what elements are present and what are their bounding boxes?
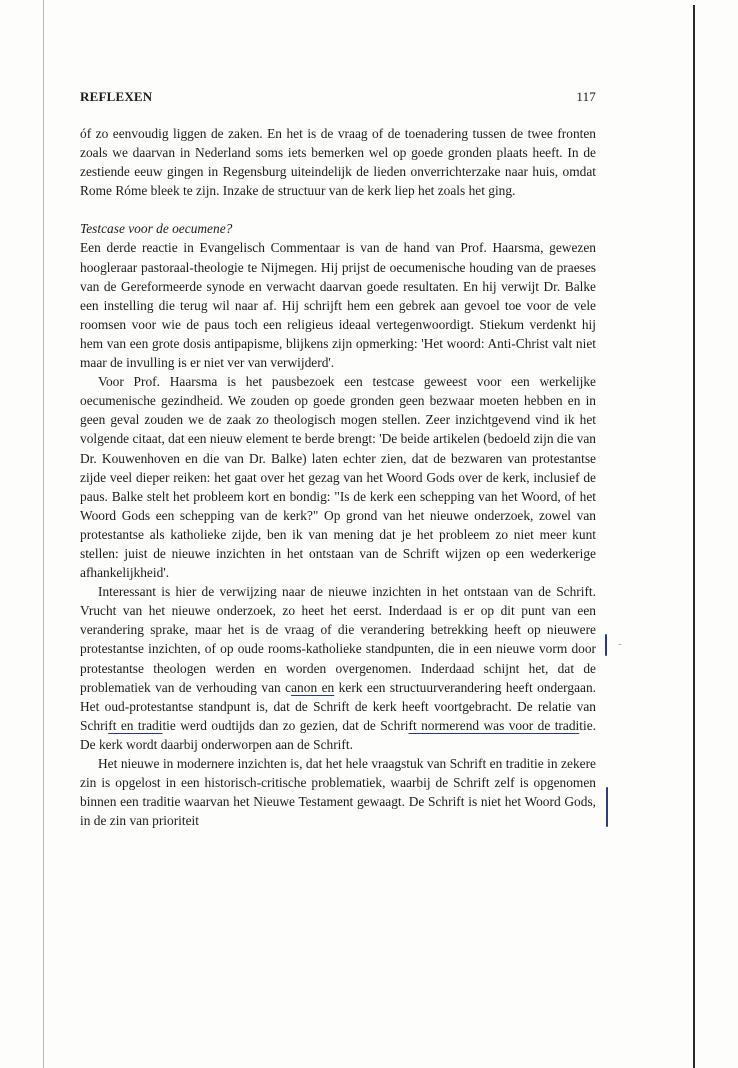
margin-pen-mark xyxy=(606,787,608,827)
margin-pen-mark xyxy=(605,634,607,656)
section-heading: Testcase voor de oecumene? xyxy=(80,221,233,237)
pen-underline: ft en tradi xyxy=(108,717,163,733)
text-run: tie werd oudtijds dan zo gezien, dat de Schri xyxy=(162,717,409,733)
body-text xyxy=(80,124,596,830)
pen-underline: anon en xyxy=(291,679,335,695)
paragraph-5: Het nieuwe in modernere inzichten is, dat het hele vraagstuk van Schrift en traditie in zekere zin is opgelost in een historisch-critische problematiek, waarbij de Schrift zelf is opgenomen binnen een traditie waarvan het Nieuwe Testament gewaagt. De Schrift is niet het Woord Gods, in de zin van prioriteit xyxy=(80,756,596,829)
stray-tick-mark: - xyxy=(618,638,622,650)
text-run: tie. De kerk wordt daarbij onderworpen aan de Schrift. xyxy=(80,717,596,752)
running-title: REFLEXEN xyxy=(80,89,153,104)
page-number: 117 xyxy=(576,89,596,104)
text-run: kerk een structuurverandering heeft ondergaan. Het oud-protestantse standpunt is, dat de Schrift de kerk heeft voortgebracht. De relatie van Schri xyxy=(80,679,596,733)
page-edge-left xyxy=(43,0,44,1068)
page-edge-right xyxy=(693,5,695,1068)
text-run: Interessant is hier de verwijzing naar de nieuwe inzichten in het ontstaan van de Schrift. Vrucht van het nieuwe onderzoek, zo heet het eerst. Inderdaad is er op dit punt van een verandering sprake, maar het is de vraag of die verandering betrekking heeft op nieuwere protestantse inzichten, of op oude rooms-katholieke standpunten, die in een nieuwe vorm door protestantse theologen werden en worden overgenomen. Inderdaad schijnt het, dat de problematiek van de verhouding van c xyxy=(80,584,596,695)
paragraph-2: Een derde reactie in Evangelisch Commentaar is van de hand van Prof. Haarsma, gewezen hoogleraar pastoraal-theologie te Nijmegen. Hij prijst de oecumenische houding van de praeses van de Gereformeerde synode en verwacht daarvan goede resultaten. En hij verwijt Dr. Balke een instelling die terug wil naar af. Hij schrijft hem een gebrek aan gevoel toe voor de vele roomsen voor wie de paus toch een religieus ideaal vertegenwoordigt. Stiekum verdenkt hij hem van een grote dosis antipapisme, blijkens zijn opmerking: 'Het woord: Anti-Christ valt niet maar de invulling is er niet ver van verwijderd'. xyxy=(80,240,596,371)
paragraph-4 xyxy=(80,582,596,754)
paragraph-1: óf zo eenvoudig liggen de zaken. En het is de vraag of de toenadering tussen de twee fronten zoals we daarvan in Nederland soms iets bemerken wel op goede gronden plaats heeft. In de zestiende eeuw gingen in Regensburg uiteindelijk de lieden onverrichterzake naar huis, omdat Rome Róme bleek te zijn. Inzake de structuur van de kerk liep het zoals het ging. xyxy=(80,126,596,199)
paragraph-3: Voor Prof. Haarsma is het pausbezoek een testcase geweest voor een werkelijke oecumenische gezindheid. We zouden op goede gronden geen bezwaar moeten hebben en in geen geval zouden we de zaak zo theologisch mogen stellen. Zeer inzichtgevend vind ik het volgende citaat, dat een nieuw element te berde brengt: 'De beide artikelen (bedoeld zijn die van Dr. Kouwenhoven en die van Dr. Balke) laten echter zien, dat de bezwaren van protestantse zijde veel dieper reiken: het gaat over het gezag van het Woord Gods over de kerk, inclusief de paus. Balke stelt het probleem kort en bondig: "Is de kerk een schepping van het Woord, of het Woord Gods een schepping van de kerk?" Op grond van het nieuwe onderzoek, zowel van protestantse als katholieke zijde, ben ik van mening dat je het probleem zo niet meer kunt stellen: juist de nieuwe inzichten in het ontstaan van de Schrift wijzen op een wederkerige afhankelijkheid'. xyxy=(80,374,596,581)
pen-underline: ft normerend was voor de tradi xyxy=(408,717,580,733)
